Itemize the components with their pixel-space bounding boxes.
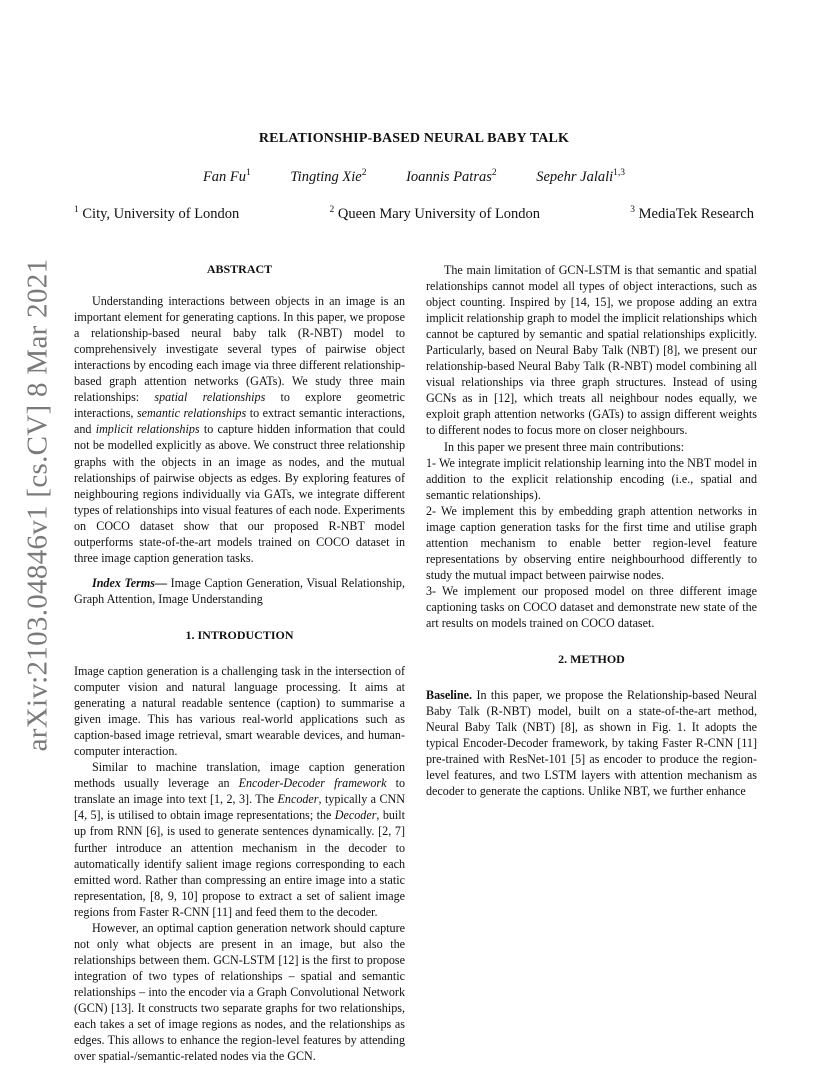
affiliation: $^3$ MediaTek Research <box>630 205 754 222</box>
author: Ioannis Patras$^2$ <box>406 168 497 185</box>
abstract-heading: ABSTRACT <box>206 262 273 276</box>
affiliation: $^1$ City, University of London <box>74 205 240 222</box>
intro-paragraph: However, an optimal caption generation network should capture not only what objects are present in an image, but also the relationships between them. GCN-LSTM [12] is the first to propose integration of two types of relationships – spatial and semantic relationships – into the encoder via a Graph Convolutional Network (GCN) [13]. It constructs two separate graphs for two relationships, each takes a set of image regions as nodes, and the relationships as edges. This allows to enhance the region-level features by attending over spatial-/semantic-related nodes via the GCN. <box>74 920 405 1064</box>
contribution-item: 1- We integrate implicit relationship learning into the NBT model in addition to the explicit relationship encoding (i.e., spatial and semantic relationships). <box>426 455 757 502</box>
author-list <box>0 169 828 186</box>
abstract-text: Understanding interactions between objects in an image is an important element for generating captions. In this paper, we propose a relationship-based neural baby talk (R-NBT) model to comprehensively investigate several types of pairwise object interactions by encoding each image via three different relationship-based graph attention networks (GATs). We study three main relationships: spatial relationships to explore geometric interactions, semantic relationships to extract semantic interactions, and implicit relationships to capture hidden information that could not be modelled explicitly as above. We construct three relationship graphs with the objects in an image as nodes, and the mutual relationships of pairwise objects as edges. By exploring features of neighbouring regions individually via GATs, we integrate different types of relationships into visual features of each node. Experiments on COCO dataset show that our proposed R-NBT model outperforms state-of-the-art models trained on COCO dataset in three image caption generation tasks. <box>74 294 406 565</box>
paper-title: RELATIONSHIP-BASED NEURAL BABY TALK <box>258 131 570 146</box>
intro-heading: 1. INTRODUCTION <box>185 627 294 642</box>
contribution-item: 3- We implement our proposed model on three different image captioning tasks on COCO dataset and demonstrate new state of the art results on models trained on COCO dataset. <box>426 583 757 631</box>
method-heading: 2. METHOD <box>558 652 625 667</box>
author: Sepehr Jalali$^{1,3}$ <box>536 168 626 185</box>
affiliation: $^2$ Queen Mary University of London <box>329 205 541 222</box>
intro-paragraph: In this paper we present three main contributions: <box>444 439 685 454</box>
affiliation-list <box>74 206 754 223</box>
method-paragraph: Baseline. In this paper, we propose the Relationship-based Neural Baby Talk (R-NBT) model, built on a state-of-the-art method, Neural Baby Talk (NBT) [8], as shown in Fig. 1. It adopts the typical Encoder-Decoder framework, by taking Faster R-CNN [11] pre-trained with ResNet-101 [5] as encoder to produce the region-level features, and two LSTM layers with attention mechanism as decoder to generate the captions. Unlike NBT, we further enhance <box>426 688 757 799</box>
arxiv-stamp: arXiv:2103.04846v1 [cs.CV] 8 Mar 2021 <box>21 258 54 752</box>
right-column <box>426 261 757 799</box>
left-column <box>74 261 405 1064</box>
author: Tingting Xie$^2$ <box>290 168 367 185</box>
intro-paragraph: Similar to machine translation, image caption generation methods usually leverage an Encoder-Decoder framework to translate an image into text [1, 2, 3]. The Encoder, typically a CNN [4, 5], is utilised to obtain image representations; the Decoder, built up from RNN [6], is used to generate sentences dynamically. [2, 7] further introduce an attention mechanism in the decoder to automatically identify salient image regions corresponding to each emitted word. Rather than compressing an entire image into a static representation, [8, 9, 10] propose to extract a set of salient image regions from Faster R-CNN [11] and feed them to the decoder. <box>74 760 406 919</box>
contribution-item: 2- We implement this by embedding graph attention networks in image caption generation tasks for the first time and utilise graph attention mechanism to enable better region-level feature representations by observing entire neighbourhood differently to study the mutual impact between pairwise nodes. <box>426 503 757 582</box>
index-terms: Index Terms— Image Caption Generation, Visual Relationship, Graph Attention, Image Understanding <box>74 575 405 606</box>
author: Fan Fu$^1$ <box>202 168 251 185</box>
intro-paragraph: The main limitation of GCN-LSTM is that semantic and spatial relationships cannot model all types of object interactions, such as object counting. Inspired by [14, 15], we propose adding an extra implicit relationship graph to model the implicit relationships which cannot be captured by semantic and spatial relationships explicitly. Particularly, based on Neural Baby Talk (NBT) [8], we present our relationship-based Neural Baby Talk (R-NBT) model combining all visual relationships via three graph structures. Instead of using GCNs as in [12], which treats all neighbour nodes equally, we exploit graph attention networks (GATs) to assign different weights to different nodes to focus more on closer neighbours. <box>426 263 757 438</box>
intro-paragraph: Image caption generation is a challenging task in the intersection of computer vision and natural language processing. It aims at generating a natural readable sentence (caption) to summarise a given image. This has various real-world applications such as caption-based image retrieval, smart wearable devices, and human-computer interaction. <box>74 663 405 759</box>
